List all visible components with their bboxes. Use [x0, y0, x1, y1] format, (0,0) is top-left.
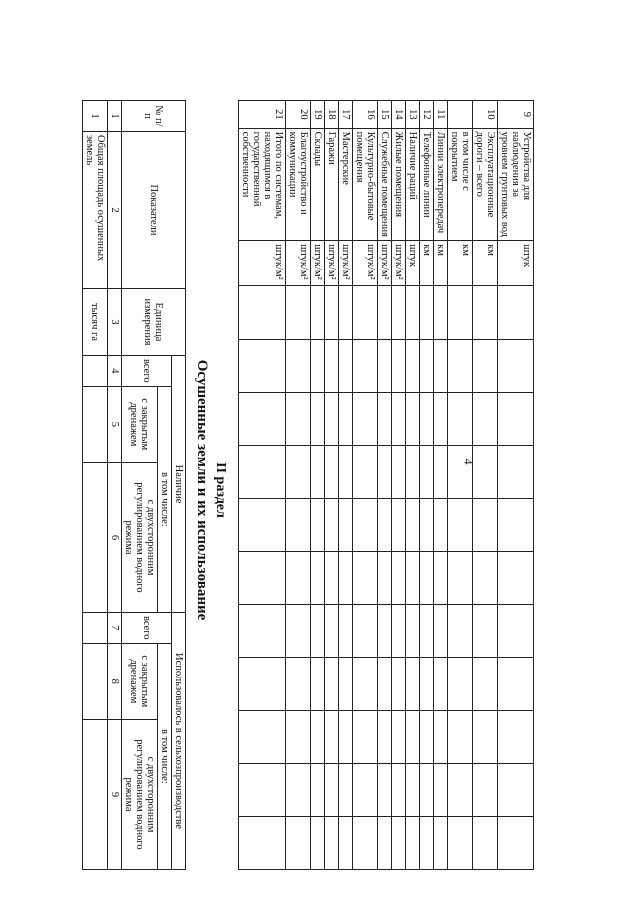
value-cell — [473, 286, 498, 339]
row-name: Линии электропередач — [434, 128, 448, 240]
row-name: Наличие раций — [406, 128, 420, 240]
value-cell — [473, 551, 498, 604]
value-cell — [392, 286, 406, 339]
value-cell — [434, 710, 448, 763]
value-cell — [498, 763, 534, 816]
value-cell — [311, 286, 325, 339]
value-cell — [286, 339, 311, 392]
row-name: Жилые помещения — [392, 128, 406, 240]
row-num: 9 — [498, 101, 534, 129]
value-cell — [406, 657, 420, 710]
row-name: Эксплуатационные дороги – всего — [473, 128, 498, 240]
table-row — [406, 101, 420, 870]
value-cell — [498, 339, 534, 392]
value-cell — [286, 551, 311, 604]
table-row — [325, 101, 339, 870]
row-num — [448, 101, 473, 129]
table-row — [286, 101, 311, 870]
value-cell — [434, 392, 448, 445]
col-number: 8 — [108, 643, 122, 719]
col-number: 7 — [108, 612, 122, 643]
value-cell — [83, 643, 108, 719]
row-num: 10 — [473, 101, 498, 129]
row-unit: км — [473, 241, 498, 286]
row-unit: штук/м² — [353, 241, 378, 286]
value-cell — [473, 710, 498, 763]
value-cell — [473, 657, 498, 710]
value-cell — [339, 498, 353, 551]
value-cell — [311, 710, 325, 763]
rotated-page-content — [0, 90, 540, 890]
table-row — [353, 101, 378, 870]
value-cell — [420, 604, 434, 657]
value-cell — [239, 604, 286, 657]
value-cell — [353, 763, 378, 816]
col-num-header: № п/п — [122, 101, 186, 132]
value-cell — [378, 551, 392, 604]
row-name: Общая площадь осушенных земель — [83, 132, 108, 289]
value-cell — [473, 445, 498, 498]
value-cell — [406, 286, 420, 339]
value-cell — [311, 498, 325, 551]
value-cell — [448, 392, 473, 445]
value-cell — [392, 339, 406, 392]
value-cell — [353, 604, 378, 657]
value-cell — [286, 604, 311, 657]
row-num: 21 — [239, 101, 286, 129]
value-cell — [239, 763, 286, 816]
value-cell — [498, 286, 534, 339]
row-unit: штук — [406, 241, 420, 286]
row-name: Служебные помещения — [378, 128, 392, 240]
row-num: 15 — [378, 101, 392, 129]
col-indicators-header: Показатели — [122, 132, 186, 289]
value-cell — [239, 551, 286, 604]
section-subtitle: Осушенные земли и их использование — [194, 359, 210, 621]
row-num: 18 — [325, 101, 339, 129]
value-cell — [448, 816, 473, 869]
value-cell — [339, 657, 353, 710]
value-cell — [378, 286, 392, 339]
value-cell — [378, 763, 392, 816]
value-cell — [286, 710, 311, 763]
row-name: Гаражи — [325, 128, 339, 240]
row-unit: штук/м² — [286, 241, 311, 286]
value-cell — [353, 816, 378, 869]
used-bidirectional-header: с двухсторонним регулированием водного режима — [122, 719, 158, 869]
value-cell — [353, 657, 378, 710]
value-cell — [325, 763, 339, 816]
value-cell — [286, 657, 311, 710]
value-cell — [339, 445, 353, 498]
value-cell — [239, 816, 286, 869]
value-cell — [239, 445, 286, 498]
value-cell — [239, 710, 286, 763]
row-num: 1 — [83, 101, 108, 132]
header-row-1 — [172, 101, 186, 870]
value-cell — [434, 286, 448, 339]
value-cell — [420, 498, 434, 551]
row-unit: тысяч га — [83, 289, 108, 356]
value-cell — [392, 551, 406, 604]
value-cell — [406, 763, 420, 816]
col-availability-header: Наличие — [172, 356, 186, 613]
availability-total-header: всего — [122, 356, 172, 387]
value-cell — [498, 551, 534, 604]
value-cell — [392, 392, 406, 445]
value-cell — [392, 763, 406, 816]
row-num: 20 — [286, 101, 311, 129]
page-number: 4 — [461, 458, 476, 465]
value-cell — [392, 445, 406, 498]
table-row — [434, 101, 448, 870]
row-unit: км — [420, 241, 434, 286]
value-cell — [498, 392, 534, 445]
row-name: Устройства для наблюдения за уровнем грунтовых вод — [498, 128, 534, 240]
value-cell — [325, 551, 339, 604]
value-cell — [420, 763, 434, 816]
value-cell — [339, 710, 353, 763]
used-total-header: всего — [122, 612, 172, 643]
value-cell — [239, 286, 286, 339]
value-cell — [353, 551, 378, 604]
value-cell — [311, 551, 325, 604]
value-cell — [434, 604, 448, 657]
value-cell — [311, 657, 325, 710]
facilities-table — [238, 100, 534, 870]
value-cell — [239, 339, 286, 392]
row-unit: штук/м² — [392, 241, 406, 286]
value-cell — [311, 392, 325, 445]
value-cell — [325, 498, 339, 551]
value-cell — [420, 445, 434, 498]
value-cell — [311, 816, 325, 869]
row-num: 11 — [434, 101, 448, 129]
value-cell — [339, 392, 353, 445]
value-cell — [434, 657, 448, 710]
col-number: 4 — [108, 356, 122, 387]
value-cell — [420, 710, 434, 763]
value-cell — [406, 392, 420, 445]
value-cell — [434, 551, 448, 604]
value-cell — [83, 462, 108, 612]
table-row — [311, 101, 325, 870]
value-cell — [420, 339, 434, 392]
value-cell — [434, 763, 448, 816]
row-name: Мастерские — [339, 128, 353, 240]
availability-bidirectional-header: с двухсторонним регулированием водного режима — [122, 462, 158, 612]
value-cell — [498, 445, 534, 498]
value-cell — [378, 392, 392, 445]
value-cell — [83, 719, 108, 869]
value-cell — [420, 657, 434, 710]
row-num: 19 — [311, 101, 325, 129]
value-cell — [473, 816, 498, 869]
value-cell — [406, 445, 420, 498]
used-closed-header: с закрытым дренажем — [122, 643, 158, 719]
value-cell — [83, 356, 108, 387]
value-cell — [406, 551, 420, 604]
value-cell — [434, 816, 448, 869]
availability-closed-header: с закрытым дренажем — [122, 386, 158, 462]
row-unit: штук/м² — [378, 241, 392, 286]
value-cell — [339, 286, 353, 339]
col-number: 6 — [108, 462, 122, 612]
value-cell — [448, 498, 473, 551]
col-number: 2 — [108, 132, 122, 289]
value-cell — [353, 339, 378, 392]
value-cell — [392, 816, 406, 869]
value-cell — [339, 339, 353, 392]
value-cell — [83, 386, 108, 462]
value-cell — [498, 604, 534, 657]
col-number: 5 — [108, 386, 122, 462]
row-name: Телефонные линии — [420, 128, 434, 240]
value-cell — [420, 551, 434, 604]
value-cell — [286, 445, 311, 498]
table-row — [392, 101, 406, 870]
col-number: 9 — [108, 719, 122, 869]
value-cell — [448, 286, 473, 339]
value-cell — [286, 392, 311, 445]
section-title: II раздел — [213, 462, 228, 518]
col-number: 3 — [108, 289, 122, 356]
row-name: в том числе с покрытием — [448, 128, 473, 240]
value-cell — [392, 498, 406, 551]
value-cell — [473, 498, 498, 551]
value-cell — [325, 392, 339, 445]
value-cell — [353, 710, 378, 763]
value-cell — [353, 286, 378, 339]
value-cell — [420, 286, 434, 339]
value-cell — [448, 604, 473, 657]
value-cell — [406, 710, 420, 763]
value-cell — [286, 763, 311, 816]
table-row — [83, 101, 108, 870]
value-cell — [420, 816, 434, 869]
value-cell — [392, 710, 406, 763]
value-cell — [498, 710, 534, 763]
value-cell — [406, 816, 420, 869]
table-row — [420, 101, 434, 870]
value-cell — [498, 816, 534, 869]
availability-including-header: в том числе: — [158, 386, 172, 612]
value-cell — [378, 816, 392, 869]
value-cell — [353, 498, 378, 551]
used-including-header: в том числе: — [158, 643, 172, 869]
facilities-table-body — [239, 101, 534, 870]
value-cell — [339, 816, 353, 869]
value-cell — [311, 339, 325, 392]
value-cell — [498, 498, 534, 551]
value-cell — [325, 286, 339, 339]
value-cell — [392, 604, 406, 657]
col-used-header: Использовалось в сельхозпроизводстве — [172, 612, 186, 869]
value-cell — [339, 604, 353, 657]
table-row — [448, 101, 473, 870]
value-cell — [448, 657, 473, 710]
row-num: 12 — [420, 101, 434, 129]
value-cell — [378, 339, 392, 392]
value-cell — [448, 339, 473, 392]
value-cell — [311, 445, 325, 498]
row-num: 13 — [406, 101, 420, 129]
row-unit: штук/м² — [339, 241, 353, 286]
value-cell — [473, 763, 498, 816]
table-row — [473, 101, 498, 870]
value-cell — [239, 392, 286, 445]
value-cell — [325, 339, 339, 392]
value-cell — [286, 816, 311, 869]
value-cell — [378, 498, 392, 551]
row-name: Итого по системам, находящимся в государственной собственности — [239, 128, 286, 240]
value-cell — [434, 339, 448, 392]
value-cell — [378, 604, 392, 657]
row-unit: штук/м² — [239, 241, 286, 286]
col-unit-header: Единица измерения — [122, 289, 186, 356]
value-cell — [498, 657, 534, 710]
row-unit: штук/м² — [325, 241, 339, 286]
value-cell — [325, 710, 339, 763]
value-cell — [473, 339, 498, 392]
col-number: 1 — [108, 101, 122, 132]
column-numbers-row — [108, 101, 122, 870]
value-cell — [473, 604, 498, 657]
value-cell — [286, 286, 311, 339]
value-cell — [325, 816, 339, 869]
value-cell — [420, 392, 434, 445]
value-cell — [353, 445, 378, 498]
row-unit: км — [448, 241, 473, 286]
value-cell — [339, 551, 353, 604]
value-cell — [406, 339, 420, 392]
value-cell — [434, 498, 448, 551]
row-name: Культурно-бытовые помещения — [353, 128, 378, 240]
value-cell — [339, 763, 353, 816]
value-cell — [83, 612, 108, 643]
table-row — [378, 101, 392, 870]
value-cell — [378, 445, 392, 498]
value-cell — [311, 763, 325, 816]
value-cell — [448, 763, 473, 816]
value-cell — [448, 445, 473, 498]
value-cell — [311, 604, 325, 657]
value-cell — [448, 551, 473, 604]
value-cell — [325, 604, 339, 657]
drained-lands-table — [82, 100, 186, 870]
value-cell — [378, 710, 392, 763]
row-name: Склады — [311, 128, 325, 240]
row-num: 17 — [339, 101, 353, 129]
value-cell — [239, 657, 286, 710]
value-cell — [434, 445, 448, 498]
row-num: 16 — [353, 101, 378, 129]
row-unit: штук — [498, 241, 534, 286]
row-num: 14 — [392, 101, 406, 129]
row-unit: штук/м² — [311, 241, 325, 286]
value-cell — [286, 498, 311, 551]
value-cell — [406, 498, 420, 551]
value-cell — [353, 392, 378, 445]
table-row — [339, 101, 353, 870]
value-cell — [378, 657, 392, 710]
value-cell — [239, 498, 286, 551]
row-name: Благоустройство и коммуникации — [286, 128, 311, 240]
value-cell — [325, 657, 339, 710]
value-cell — [473, 392, 498, 445]
table-row — [239, 101, 286, 870]
value-cell — [406, 604, 420, 657]
value-cell — [392, 657, 406, 710]
value-cell — [448, 710, 473, 763]
value-cell — [325, 445, 339, 498]
table-row — [498, 101, 534, 870]
row-unit: км — [434, 241, 448, 286]
